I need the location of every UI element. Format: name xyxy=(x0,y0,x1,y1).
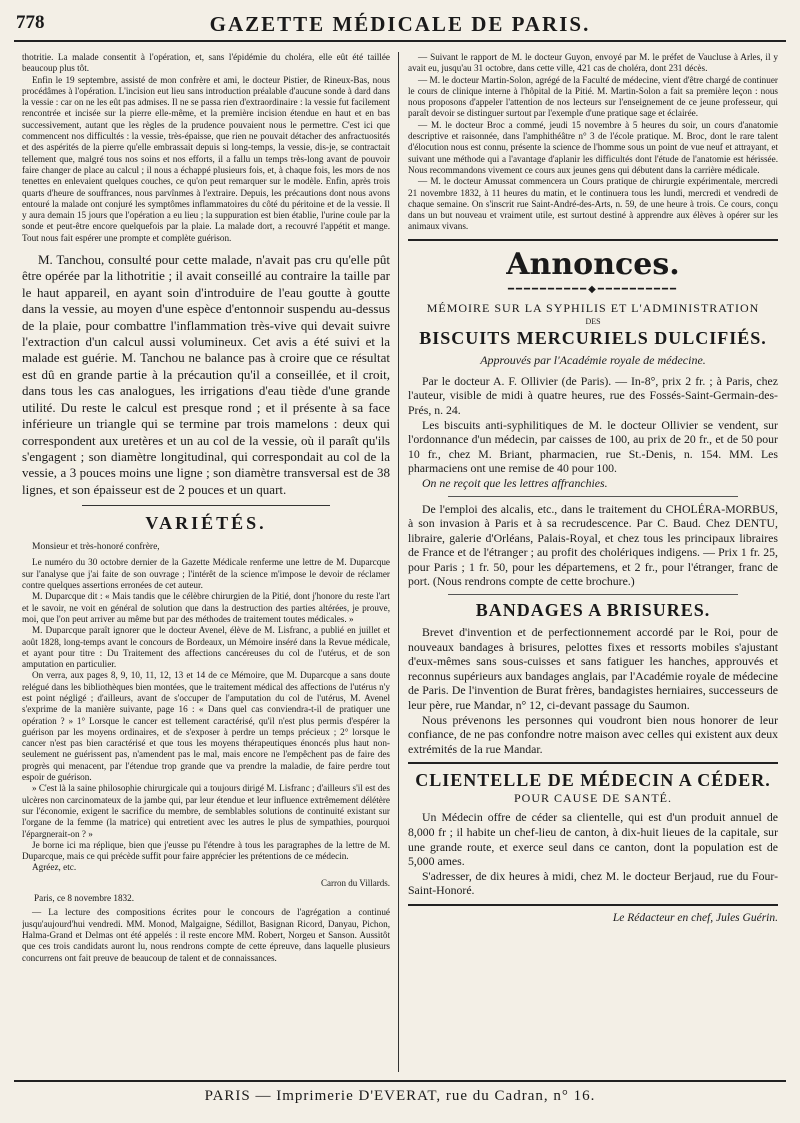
left-column xyxy=(22,52,390,1072)
memoire-heading: MÉMOIRE SUR LA SYPHILIS ET L'ADMINISTRATION xyxy=(426,300,760,315)
ornament-rule: ━━━━━━━━━━◆━━━━━━━━━━ xyxy=(507,283,679,295)
clientele-heading: CLIENTELLE DE MÉDECIN A CÉDER. xyxy=(415,770,771,791)
clientele-subtitle: POUR CAUSE DE SANTÉ. xyxy=(513,791,672,806)
cholera-ad xyxy=(408,502,778,590)
ad-divider xyxy=(448,594,738,595)
ad-paragraph: De l'emploi des alcalis, etc., dans le traitement du CHOLÉRA-MORBUS, à son invasion à Paris et à sa recrudescence. Par C. Baud. Chez DENTU, libraire, galerie d'Orléans, Palais-Royal, et chez tous les principaux libraires de France et de l'étranger ; au profit des cholériques indigens. — Prix 1 fr. 25, pour Paris ; 1 fr. 50, pour les départemens, et 2 fr., pour l'étranger, franc de port. (Nous rendrons compte de cette brochure.) xyxy=(408,501,778,589)
case-paragraph: thotritie. La malade consentit à l'opération, et, sans l'épidémie du choléra, elle eût été taillée beaucoup plus tôt. xyxy=(22,52,390,74)
ad-paragraph: Un Médecin offre de céder sa clientelle, qui est d'un produit annuel de 8,000 fr ; il habite un chef-lieu de canton, à dix-huit lieues de la capitale, sur une grande route, et exerce seul dans ce canton, dont la population est de 5,000 ames. xyxy=(408,810,778,869)
letter-signature: Carron du Villards. xyxy=(320,877,390,888)
news-item: — M. le docteur Amussat commencera un Cours pratique de chirurgie expérimentale, mercredi 21 novembre 1832, à 11 heures du matin, et le continuera tous les lundi, mercredi et vendredi de chaque semaine. On s'inscrit rue Saint-André-des-Arts, n. 59, de une heure à trois. Ce cours, conçu dans un but nouveau et vraiment utile, est surtout destiné à apprendre aux élèves à opérer sur les animaux vivans. xyxy=(408,176,778,232)
concours-paragraph: — La lecture des compositions écrites pour le concours de l'agrégation a continué jusqu'aujourd'hui vendredi. MM. Monod, Malgaigne, Sédillot, Basignan Ricord, Danyau, Pichon, Halma-Grand et Delmas ont été appelés : il reste encore MM. Robert, Norgeu et Sanson. Aussitôt que ces trois candidats auront lu, nous rendrons compte de cette épreuve, dans laquelle plusieurs concurrens ont fait preuve de beaucoup de talent et de connaissances. xyxy=(22,907,390,963)
letter-greeting: Monsieur et très-honoré confrère, xyxy=(32,542,160,553)
page-header xyxy=(14,10,786,42)
ad-divider xyxy=(408,904,778,906)
letter-paragraph: On verra, aux pages 8, 9, 10, 11, 12, 13 et 14 de ce Mémoire, que M. Duparcque a sans doute relégué dans les bibliothèques bien montées, que le traitement médical des affections de l'utérus n'y est point négligé ; d'ailleurs, avant de s'occuper de l'amputation du col de l'utérus, M. Avenel s'exprime de la manière suivante, page 16 : « Dans quel cas conviendra-t-il de pratiquer une opération ? » 1° Lorsque le cancer est tellement caractérisé, qu'il n'est plus permis d'espérer la guérison par les moyens ordinaires, et de s'exposer à perdre un temps précieux ; 2° lorsque le cancer n'est pas bien caractérisé et que tous les moyens thérapeutiques énoncés plus haut non-seulement ne guérissent pas, n'amendent pas le mal, mais encore ne l'empêchent pas de faire des progrès qui menacent, par l'étendue trop grande que va prendre la maladie, de faire perdre tout espoir de guérison. xyxy=(22,670,390,783)
news-item: — M. le docteur Martin-Solon, agrégé de la Faculté de médecine, vient d'être chargé de continuer le cours de clinique interne à l'hôpital de la Pitié. M. Martin-Solon a fait sa première leçon : nous nous proposons d'appeler l'attention de nos lecteurs sur l'enseignement de ce jeune professeur, qui paraît devoir se distinguer surtout par l'exemple d'une pratique sage et éclairée. xyxy=(408,74,778,119)
ad-paragraph: Nous prévenons les personnes qui voudront bien nous honorer de leur confiance, de ne pas confondre notre maison avec celles qui existent aux deux extrémités de la rue Mandar. xyxy=(408,712,778,756)
news-item: — M. le docteur Broc a commé, jeudi 15 novembre à 5 heures du soir, un cours d'anatomie descriptive et raisonnée, dans l'amphithéâtre n° 3 de l'école pratique. M. Broc, dont le rare talent d'élocution nous est connu, présente la science de l'homme sous un point de vue neuf et attrayant, et suivant une méthode qui a l'avantage d'aplanir les difficultés dont l'étude de l'anatomie est hérissée. Nous recommandons vivement ce cours aux jeunes gens qui débutent dans la carrière médicale. xyxy=(408,119,778,175)
ad-paragraph: On ne reçoit que les lettres affranchies. xyxy=(422,475,608,490)
letter-paragraph: Le numéro du 30 octobre dernier de la Gazette Médicale renferme une lettre de M. Duparcque sur l'analyse que j'ai faite de son ouvrage ; l'intérêt de la science m'impose le devoir de réclamer contre quelques assertions erronées de cet auteur. xyxy=(22,557,390,591)
ad-paragraph: Les biscuits anti-syphilitiques de M. le docteur Ollivier se vendent, sur l'ordonnance d'un médecin, par caisses de 100, au prix de 20 fr., et de 50 pour 10 fr., chez M. Briant, pharmacien, rue St.-Denis, n. 154. MM. Les pharmaciens ont une remise de 40 pour 100. xyxy=(408,417,778,476)
varietes-letter xyxy=(22,542,390,964)
letter-paragraph: » C'est là la saine philosophie chirurgicale qui a toujours dirigé M. Lisfranc ; d'ailleurs s'il est des ulcères non carcinomateux de la jambe qui, par leur étendue et leur influence extrêmement délétère sur l'économie, exigent le sacrifice du membre, de semblables solutions de continuité existant sur l'organe de la femme (la matrice) qui entretient avec les autres le plus de sympathies, pourquoi l'épargnerait-on ? » xyxy=(22,783,390,839)
bandages-ad xyxy=(408,625,778,756)
editor-in-chief: Le Rédacteur en chef, Jules Guérin. xyxy=(612,911,778,924)
approval-line: Approuvés par l'Académie royale de médecine. xyxy=(480,352,706,367)
tanchou-section xyxy=(22,252,390,498)
case-report xyxy=(22,52,390,244)
letter-paragraph: Je borne ici ma réplique, bien que j'eusse pu l'étendre à tous les paragraphes de la lettre de M. Duparcque, mais ce qui précède suffit pour faire apprécier les prétentions de ce médecin. xyxy=(22,839,390,862)
biscuits-ad xyxy=(408,374,778,491)
ad-divider xyxy=(448,496,738,497)
des-label: DES xyxy=(585,316,601,326)
ad-paragraph: Par le docteur A. F. Ollivier (de Paris). — In-8°, prix 2 fr. ; à Paris, chez l'auteur, visible de midi à quatre heures, rue des Fossés-Saint-Germain-des-Prés, n. 24. xyxy=(408,373,778,417)
case-paragraph: Enfin le 19 septembre, assisté de mon confrère et ami, le docteur Pistier, de Rineux-Bas, nous procédâmes à l'opération. L'incision eut lieu sans introduction préalable d'aucune sonde à dard dans la vessie : car on ne les eût pas admises. Il ne se passa rien d'extraordinaire : la vessie fut facilement rencontrée et incisée sur la pierre elle-même, et la première incision étendue en haut et en bas successivement, autant que les règles de la prudence pouvaient nous le permettre. C'est ici que commencent nos difficultés : la vessie, très-épaisse, que rien ne pouvait détacher des anfractuosités et des aspérités de la pierre qu'elle embrassait depuis si long-temps, la vessie, dis-je, se contractait tellement que, malgré tous nos soins et nos efforts, il a fallu un temps très-long avant de pouvoir faire changer de place au calcul ; il nous a échappé plusieurs fois, et, à chaque fois, les mors de nos tenettes en enlevaient quelques couches, ce qu'on peut remarquer sur le modèle. Enfin, après trois quarts d'heure de souffrances, nous parvînmes à l'extraire. Depuis, les précautions dont nous avons entouré la malade ont conjuré les symptômes inflammatoires du côté du péritoine et de la vessie. Il y aura demain 15 jours que l'opération a eu lieu ; la suppuration est bien établie, l'urine coule par la sonde et peut-être encore quelquefois par la plaie. La malade dort, a recouvré l'appétit et mange. Tout nous fait espérer une prompte et complète guérison. xyxy=(22,74,390,243)
right-column xyxy=(408,52,778,1072)
tanchou-paragraph: M. Tanchou, consulté pour cette malade, n'avait pas cru qu'elle pût être opérée par la lithotritie ; il avait conseillé au contraire la taille par le haut appareil, en ayant soin d'introduire de l'eau goutte à goutte dans la vessie, au moyen d'une espèce d'entonnoir suspendu au-dessus de la plaie, pour combattre l'inflammation très-vive qui devait suivre l'extraction d'un calcul aussi volumineux. Cet avis a été suivi et la malade est guérie. M. Tanchou ne balance pas à croire que ce résultat est dû en grande partie à la précaution qu'il a conseillée, et il croit, dans tous les cas analogues, les irrigations d'eau tiède d'une grande utilité. Du reste le calcul est presque rond ; et il présente à sa face inférieure un triangle qui se termine par trois mamelons : deux qui correspondent aux uretères et un au col de la vessie, où il paraît qu'ils s'engagent ; son diamètre longitudinal, qui correspondait au col de la vessie, a 3 pouces moins une ligne ; son diamètre transversal est de 38 lignes, et son épaisseur est de 2 pouces et un quart. xyxy=(22,252,390,497)
ad-paragraph: Brevet d'invention et de perfectionnement accordé par le Roi, pour de nouveaux bandages à brisures, pelottes fixes et ressorts mobiles s'ajustant d'eux-mêmes sans sous-cuisses et sans fatiguer les hanches, approuvés et reconnus supérieurs aux bandages anglais, par l'Académie royale de médecine de Paris. De l'invention de Burat frères, bandagistes herniaires, successeurs de leur père, rue Mandar, n° 12, ci-devant passage du Saumon. xyxy=(408,625,778,713)
letter-dateline: Paris, ce 8 novembre 1832. xyxy=(34,893,135,904)
letter-paragraph: M. Duparcque paraît ignorer que le docteur Avenel, élève de M. Lisfranc, a publié en juillet et août 1828, long-temps avant le concours de Bordeaux, un Mémoire inséré dans la Revue médicale, et ayant pour titre : Du Traitement des affections cancéreuses du col de l'utérus, et de son amputation en particulier. xyxy=(22,625,390,670)
news-items xyxy=(408,52,778,233)
varietes-heading: VARIÉTÉS. xyxy=(145,513,267,534)
annonces-heading: Annonces. xyxy=(506,246,680,282)
letter-closing: Agréez, etc. xyxy=(32,862,77,873)
news-item: — Suivant le rapport de M. le docteur Guyon, envoyé par M. le préfet de Vaucluse à Arles, il y avait eu, jusqu'au 31 octobre, dans cette ville, 421 cas de choléra, dont 231 décès. xyxy=(408,52,778,74)
ad-divider xyxy=(408,762,778,764)
ad-paragraph: S'adresser, de dix heures à midi, chez M. le docteur Berjaud, rue du Four-Saint-Honoré. xyxy=(408,868,778,898)
column-divider xyxy=(398,52,399,1072)
bandages-heading: BANDAGES A BRISURES. xyxy=(475,600,711,621)
biscuits-heading: BISCUITS MERCURIELS DULCIFIÉS. xyxy=(419,327,767,348)
section-divider xyxy=(82,505,330,506)
section-divider xyxy=(408,239,778,241)
page-number: 778 xyxy=(16,12,45,33)
printer-footer: PARIS — Imprimerie D'EVERAT, rue du Cadran, n° 16. xyxy=(14,1080,786,1105)
clientele-ad xyxy=(408,810,778,898)
gazette-title: GAZETTE MÉDICALE DE PARIS. xyxy=(209,12,591,36)
letter-paragraph: M. Duparcque dit : « Mais tandis que le célèbre chirurgien de la Pitié, dont j'honore du reste l'art et le savoir, ne voit en général de solution que dans la destruction des parties altérées, je prouve, moi, que l'on peut arriver au même but par des méthodes de traitement toutes médicales. » xyxy=(22,591,390,624)
